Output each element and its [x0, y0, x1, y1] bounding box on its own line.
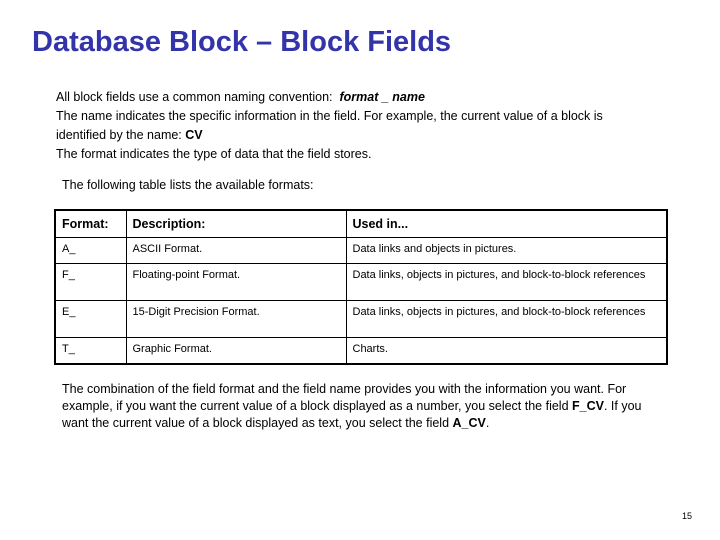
table-header-row [55, 210, 667, 238]
header-used-in: Used in... [346, 210, 667, 238]
header-description: Description: [126, 210, 346, 238]
page-number: 15 [681, 511, 692, 521]
closing-paragraph [62, 381, 642, 432]
table-row [55, 238, 667, 264]
cell-used-in: Data links, objects in pictures, and block-to-block references [346, 264, 667, 301]
intro-paragraph [56, 88, 656, 164]
cell-used-in: Charts. [346, 338, 667, 365]
table-row [55, 264, 667, 301]
table-row [55, 338, 667, 365]
intro-line1-text: All block fields use a common naming convention: [56, 90, 333, 104]
cell-description: ASCII Format. [126, 238, 346, 264]
cv-term: CV [185, 128, 203, 142]
cell-format: F_ [55, 264, 126, 301]
intro-line-naming-convention [56, 88, 656, 107]
table-intro: The following table lists the available formats: [62, 178, 314, 192]
cell-used-in: Data links, objects in pictures, and block-to-block references [346, 301, 667, 338]
formats-table [54, 209, 668, 365]
cell-format: E_ [55, 301, 126, 338]
closing-text-part2: . If you want the current value of a block displayed as text, you select the field [62, 399, 642, 430]
table-row [55, 301, 667, 338]
intro-line2-text: The name indicates the specific information in the field. For example, the current value of a block is identified by the name: [56, 109, 603, 142]
cell-format: A_ [55, 238, 126, 264]
field-f-cv: F_CV [572, 399, 604, 413]
slide-title: Database Block – Block Fields [32, 26, 452, 58]
closing-text-part3: . [485, 416, 490, 430]
cell-format: T_ [55, 338, 126, 365]
field-a-cv: A_CV [452, 416, 486, 430]
closing-text-part1: The combination of the field format and the field name provides you with the information you want. For example, if you want the current value of a block displayed as a number, you select the field [62, 382, 627, 413]
intro-line-name-explanation [56, 107, 656, 145]
cell-used-in: Data links and objects in pictures. [346, 238, 667, 264]
header-format: Format: [55, 210, 126, 238]
naming-convention-term: format _ name [339, 90, 425, 104]
cell-description: 15-Digit Precision Format. [126, 301, 346, 338]
intro-line-format-explanation: The format indicates the type of data that the field stores. [56, 147, 372, 161]
cell-description: Floating-point Format. [126, 264, 346, 301]
cell-description: Graphic Format. [126, 338, 346, 365]
